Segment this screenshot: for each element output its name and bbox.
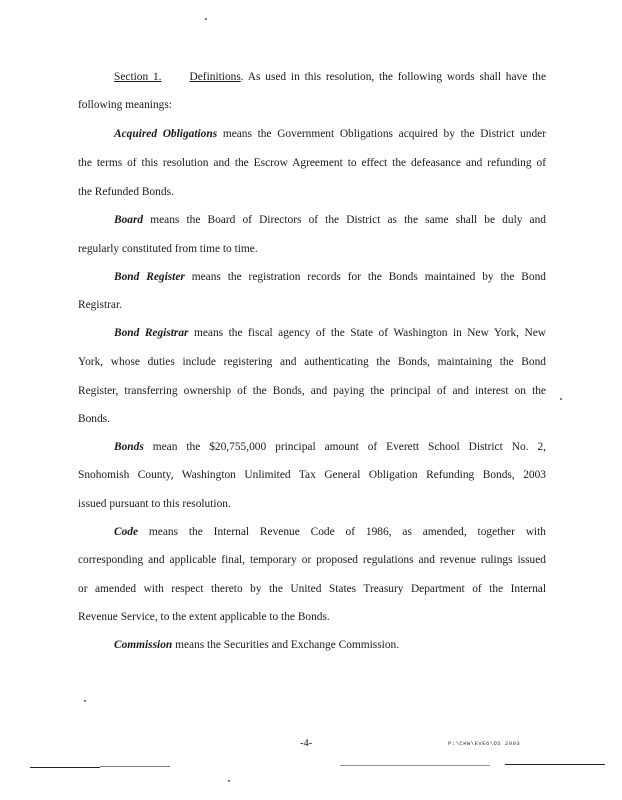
document-code: P:\CHW\EVE6\DS 2003 — [448, 740, 521, 747]
footer-rule — [30, 767, 100, 768]
definition-first-line: Acquired Obligations means the Government Obligations acquired by the District under — [114, 128, 546, 140]
section-heading-line — [78, 70, 546, 84]
definition-line: Register, transferring ownership of the Bonds, and paying the principal of and interest on the — [78, 385, 546, 397]
scan-speck — [228, 780, 230, 782]
definition-first-line: Bond Registrar means the fiscal agency of the State of Washington in New York, New — [114, 327, 547, 339]
section-intro-line: following meanings: — [78, 99, 172, 111]
definition-line: York, whose duties include registering and authenticating the Bonds, maintaining the Bond — [78, 356, 546, 368]
definition-first-line: Code means the Internal Revenue Code of 1986, as amended, together with — [114, 526, 546, 538]
defined-term: Bond Register — [114, 271, 185, 283]
defined-term: Commission — [114, 639, 173, 651]
scan-speck — [84, 700, 86, 702]
defined-term: Acquired Obligations — [114, 128, 218, 140]
defined-term: Board — [114, 214, 144, 226]
footer-rule — [100, 766, 170, 767]
definition-line: Registrar. — [78, 299, 122, 311]
definition-line: Snohomish County, Washington Unlimited Tax General Obligation Refunding Bonds, 2003 — [78, 469, 546, 481]
scan-speck — [205, 18, 207, 20]
definition-first-line: Board means the Board of Directors of the District as the same shall be duly and — [114, 214, 546, 226]
section-title: Definitions — [189, 71, 241, 83]
definition-line: regularly constituted from time to time. — [78, 243, 258, 255]
definition-first-line: Bonds mean the $20,755,000 principal amount of Everett School District No. 2, — [114, 441, 546, 453]
definition-line: corresponding and applicable final, temporary or proposed regulations and revenue rulings issued — [78, 554, 546, 566]
definition-first-line: Bond Register means the registration records for the Bonds maintained by the Bond — [114, 271, 546, 283]
definition-line: issued pursuant to this resolution. — [78, 498, 231, 510]
page-number: -4- — [300, 738, 313, 749]
definition-line: Bonds. — [78, 413, 110, 425]
footer-rule — [505, 764, 605, 765]
definition-line: the Refunded Bonds. — [78, 186, 174, 198]
defined-term: Bond Registrar — [114, 327, 189, 339]
footer-rule — [340, 765, 490, 766]
defined-term: Code — [114, 526, 139, 538]
definition-line: Revenue Service, to the extent applicable to the Bonds. — [78, 611, 330, 623]
defined-term: Bonds — [114, 441, 144, 453]
definition-line: the terms of this resolution and the Escrow Agreement to effect the defeasance and refunding of — [78, 157, 546, 169]
definition-line: or amended with respect thereto by the United States Treasury Department of the Internal — [78, 583, 546, 595]
section-intro: . As used in this resolution, the following words shall have the — [240, 71, 546, 83]
section-label: Section 1. — [114, 71, 162, 83]
definition-first-line: Commission means the Securities and Exchange Commission. — [114, 639, 400, 651]
scan-speck — [560, 398, 562, 400]
